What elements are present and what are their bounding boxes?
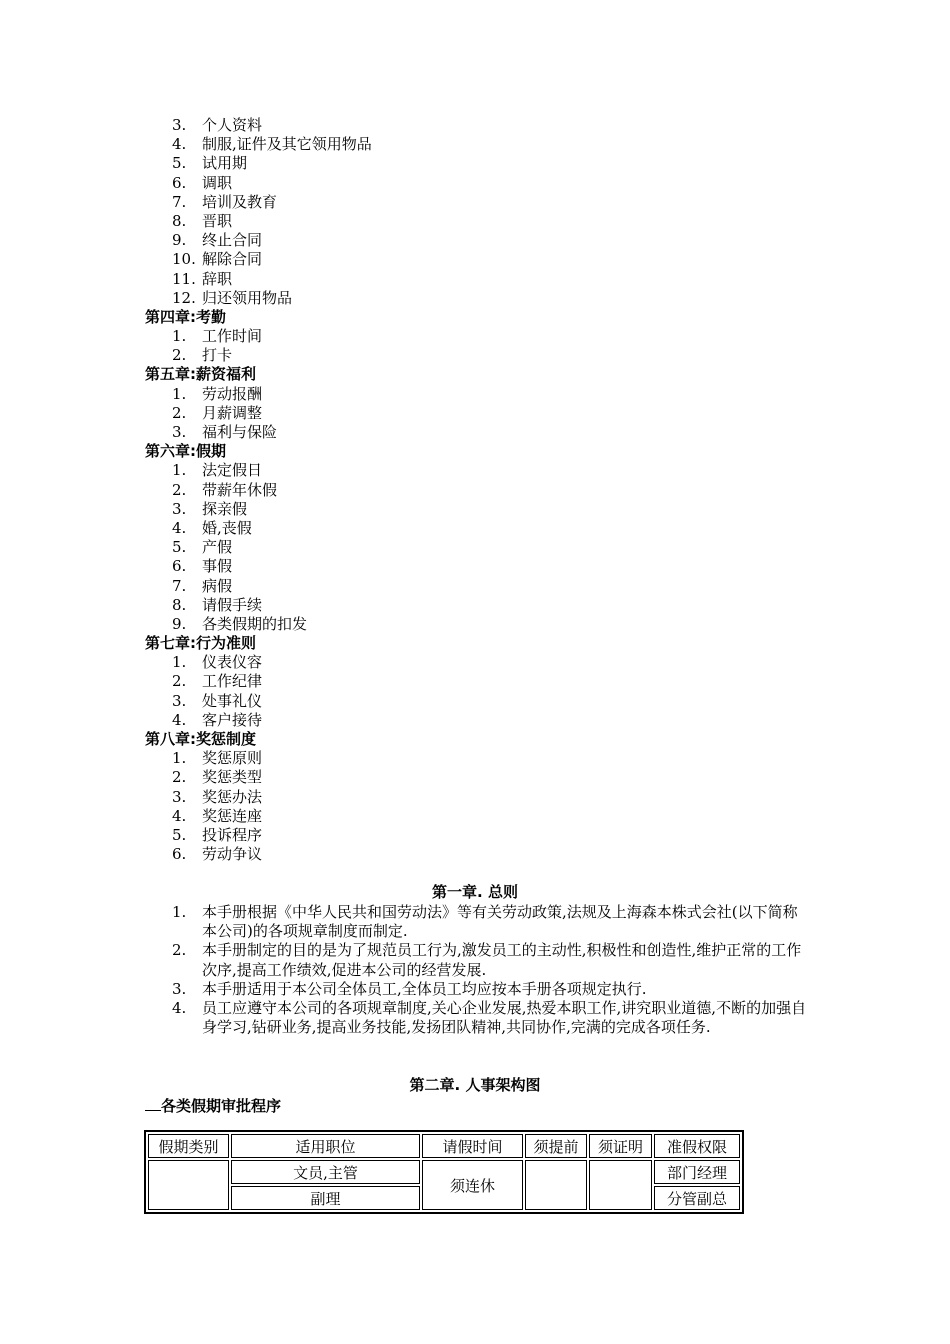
toc-item-text: 探亲假	[202, 499, 248, 518]
numbered-paragraph	[172, 980, 812, 999]
toc-item	[145, 270, 795, 289]
toc-item-number: 11.	[172, 269, 196, 288]
toc-item	[145, 557, 795, 576]
toc-item	[145, 500, 795, 519]
toc-item-text: 个人资料	[202, 116, 263, 134]
toc-chapter-heading: 第七章:行为准则	[145, 634, 256, 653]
toc-item	[145, 749, 795, 768]
toc-chapter-heading: 第五章:薪资福利	[145, 365, 256, 384]
toc-item	[145, 212, 795, 231]
toc-item-text: 产假	[202, 538, 233, 557]
toc-item	[145, 653, 795, 672]
toc-item-text: 客户接待	[202, 710, 263, 729]
toc-item-text: 劳动报酬	[202, 384, 263, 403]
toc-item-text: 终止合同	[202, 231, 263, 250]
table-of-contents	[145, 116, 795, 864]
paragraph-text: 本手册根据《中华人民共和国劳动法》等有关劳动政策,法规及上海森本株式会社(以下简称本公司)的各项规章制度而制定.	[202, 903, 798, 941]
chapter1-paragraphs	[172, 903, 812, 1037]
toc-item	[145, 672, 795, 691]
header-cell: 须证明	[589, 1134, 652, 1158]
leave-approval-table	[144, 1130, 744, 1214]
toc-item	[145, 788, 795, 807]
toc-item	[145, 346, 795, 365]
position-cell: 文员,主管	[231, 1160, 420, 1184]
toc-item-number: 4.	[172, 806, 187, 825]
toc-item-text: 工作时间	[202, 327, 263, 346]
toc-item-text: 各类假期的扣发	[202, 614, 308, 633]
toc-item-number: 2.	[172, 672, 187, 691]
toc-chapter-heading: 第六章:假期	[145, 442, 226, 461]
toc-item-text: 请假手续	[202, 595, 263, 614]
toc-item-text: 奖惩原则	[202, 749, 263, 768]
toc-item-text: 归还领用物品	[202, 288, 293, 307]
toc-item	[145, 135, 795, 154]
toc-item	[145, 519, 795, 538]
toc-item	[145, 327, 795, 346]
header-cell: 准假权限	[654, 1134, 740, 1158]
toc-item-text: 事假	[202, 557, 233, 576]
paragraph-text: 本手册制定的目的是为了规范员工行为,激发员工的主动性,积极性和创造性,维护正常的工作次序,提高工作绩效,促进本公司的经营发展.	[202, 941, 802, 979]
paragraph-number: 3.	[172, 979, 187, 998]
toc-item	[145, 174, 795, 193]
toc-item-number: 4.	[172, 135, 187, 154]
toc-item-number: 9.	[172, 614, 187, 633]
toc-item-number: 8.	[172, 211, 187, 230]
toc-item-text: 奖惩办法	[202, 787, 263, 806]
toc-item-text: 带薪年休假	[202, 480, 278, 499]
toc-item	[145, 826, 795, 845]
toc-item-text: 法定假日	[202, 461, 263, 480]
toc-item-text: 劳动争议	[202, 845, 263, 864]
advance-notice-cell	[525, 1160, 587, 1210]
leave-time-cell: 须连休	[422, 1160, 523, 1210]
toc-item	[145, 538, 795, 557]
toc-item-number: 8.	[172, 595, 187, 614]
toc-item-number: 5.	[172, 825, 187, 844]
toc-item	[145, 193, 795, 212]
toc-item-text: 婚,丧假	[202, 518, 252, 537]
toc-item-number: 3.	[172, 499, 187, 518]
toc-chapter-heading: 第八章:奖惩制度	[145, 730, 256, 748]
toc-item	[145, 481, 795, 500]
toc-item-number: 3.	[172, 423, 187, 441]
toc-item-text: 奖惩连座	[202, 806, 263, 825]
toc-item-number: 12.	[172, 288, 196, 307]
toc-item	[145, 250, 795, 269]
toc-item	[145, 231, 795, 250]
header-cell: 假期类别	[148, 1134, 229, 1158]
toc-item-number: 6.	[172, 845, 187, 864]
toc-item	[145, 845, 795, 864]
paragraph-text: 员工应遵守本公司的各项规章制度,关心企业发展,热爱本职工作,讲究职业道德,不断的加强自身学习,钻研业务,提高业务技能,发扬团队精神,共同协作,完满的完成各项任务.	[202, 999, 807, 1037]
toc-item-number: 1.	[172, 384, 187, 403]
header-cell: 请假时间	[422, 1134, 523, 1158]
toc-item	[145, 423, 795, 442]
header-cell: 适用职位	[231, 1134, 420, 1158]
toc-item-text: 病假	[202, 576, 233, 595]
paragraph-text: 本手册适用于本公司全体员工,全体员工均应按本手册各项规定执行.	[202, 979, 647, 998]
table-header-row	[148, 1134, 740, 1158]
toc-item-number: 5.	[172, 154, 187, 173]
toc-item	[145, 807, 795, 826]
toc-item-text: 仪表仪容	[202, 653, 263, 672]
toc-item-number: 1.	[172, 749, 187, 768]
toc-item-number: 5.	[172, 538, 187, 557]
header-cell: 须提前	[525, 1134, 587, 1158]
underline-mark	[145, 1096, 161, 1111]
toc-item-number: 9.	[172, 231, 187, 250]
toc-chapter-heading: 第四章:考勤	[145, 307, 226, 326]
toc-item-text: 投诉程序	[202, 825, 263, 844]
toc-item-number: 2.	[172, 480, 187, 499]
toc-item-text: 福利与保险	[202, 423, 278, 441]
leave-type-cell	[148, 1160, 229, 1210]
toc-item	[145, 692, 795, 711]
toc-item	[145, 116, 795, 135]
toc-item-number: 7.	[172, 192, 187, 211]
toc-item-number: 4.	[172, 518, 187, 537]
numbered-paragraph	[172, 903, 812, 941]
toc-item-number: 7.	[172, 576, 187, 595]
position-cell: 副理	[231, 1186, 420, 1210]
toc-item-number: 3.	[172, 787, 187, 806]
toc-item-text: 月薪调整	[202, 403, 263, 422]
toc-item-number: 2.	[172, 403, 187, 422]
toc-item-number: 6.	[172, 173, 187, 192]
toc-item-text: 辞职	[202, 269, 233, 288]
chapter1-title: 第一章. 总则	[432, 883, 518, 901]
toc-item-number: 3.	[172, 691, 187, 710]
toc-item	[145, 385, 795, 404]
toc-item-text: 培训及教育	[202, 192, 278, 211]
authority-cell: 分管副总	[654, 1186, 740, 1210]
toc-item	[145, 577, 795, 596]
toc-item-number: 4.	[172, 710, 187, 729]
toc-item-text: 晋职	[202, 211, 233, 230]
authority-cell: 部门经理	[654, 1160, 740, 1184]
toc-item-number: 3.	[172, 116, 187, 134]
toc-item-number: 1.	[172, 461, 187, 480]
toc-item-text: 奖惩类型	[202, 768, 263, 787]
toc-item-text: 试用期	[202, 154, 248, 173]
toc-item-number: 2.	[172, 346, 187, 365]
toc-item-number: 6.	[172, 557, 187, 576]
toc-item	[145, 154, 795, 173]
paragraph-number: 2.	[172, 941, 187, 960]
toc-item-number: 1.	[172, 653, 187, 672]
chapter2-title: 第二章. 人事架构图	[409, 1076, 541, 1094]
paragraph-number: 4.	[172, 999, 187, 1018]
toc-item	[145, 404, 795, 423]
toc-item-text: 工作纪律	[202, 672, 263, 691]
toc-item-text: 处事礼仪	[202, 691, 263, 710]
toc-item	[145, 711, 795, 730]
toc-item-text: 制服,证件及其它领用物品	[202, 135, 372, 154]
toc-item-text: 解除合同	[202, 250, 263, 269]
leave-section-heading-text: 各类假期审批程序	[161, 1097, 282, 1115]
numbered-paragraph	[172, 941, 812, 979]
table-row	[148, 1160, 740, 1184]
toc-item-number: 2.	[172, 768, 187, 787]
numbered-paragraph	[172, 999, 812, 1037]
toc-item	[145, 615, 795, 634]
toc-item	[145, 289, 795, 308]
paragraph-number: 1.	[172, 903, 187, 921]
proof-cell	[589, 1160, 652, 1210]
toc-item-text: 调职	[202, 173, 233, 192]
toc-item-number: 1.	[172, 327, 187, 346]
toc-item	[145, 768, 795, 787]
toc-item	[145, 461, 795, 480]
toc-item-text: 打卡	[202, 346, 233, 365]
toc-item	[145, 596, 795, 615]
leave-section-heading	[145, 1095, 281, 1116]
toc-item-number: 10.	[172, 250, 196, 269]
